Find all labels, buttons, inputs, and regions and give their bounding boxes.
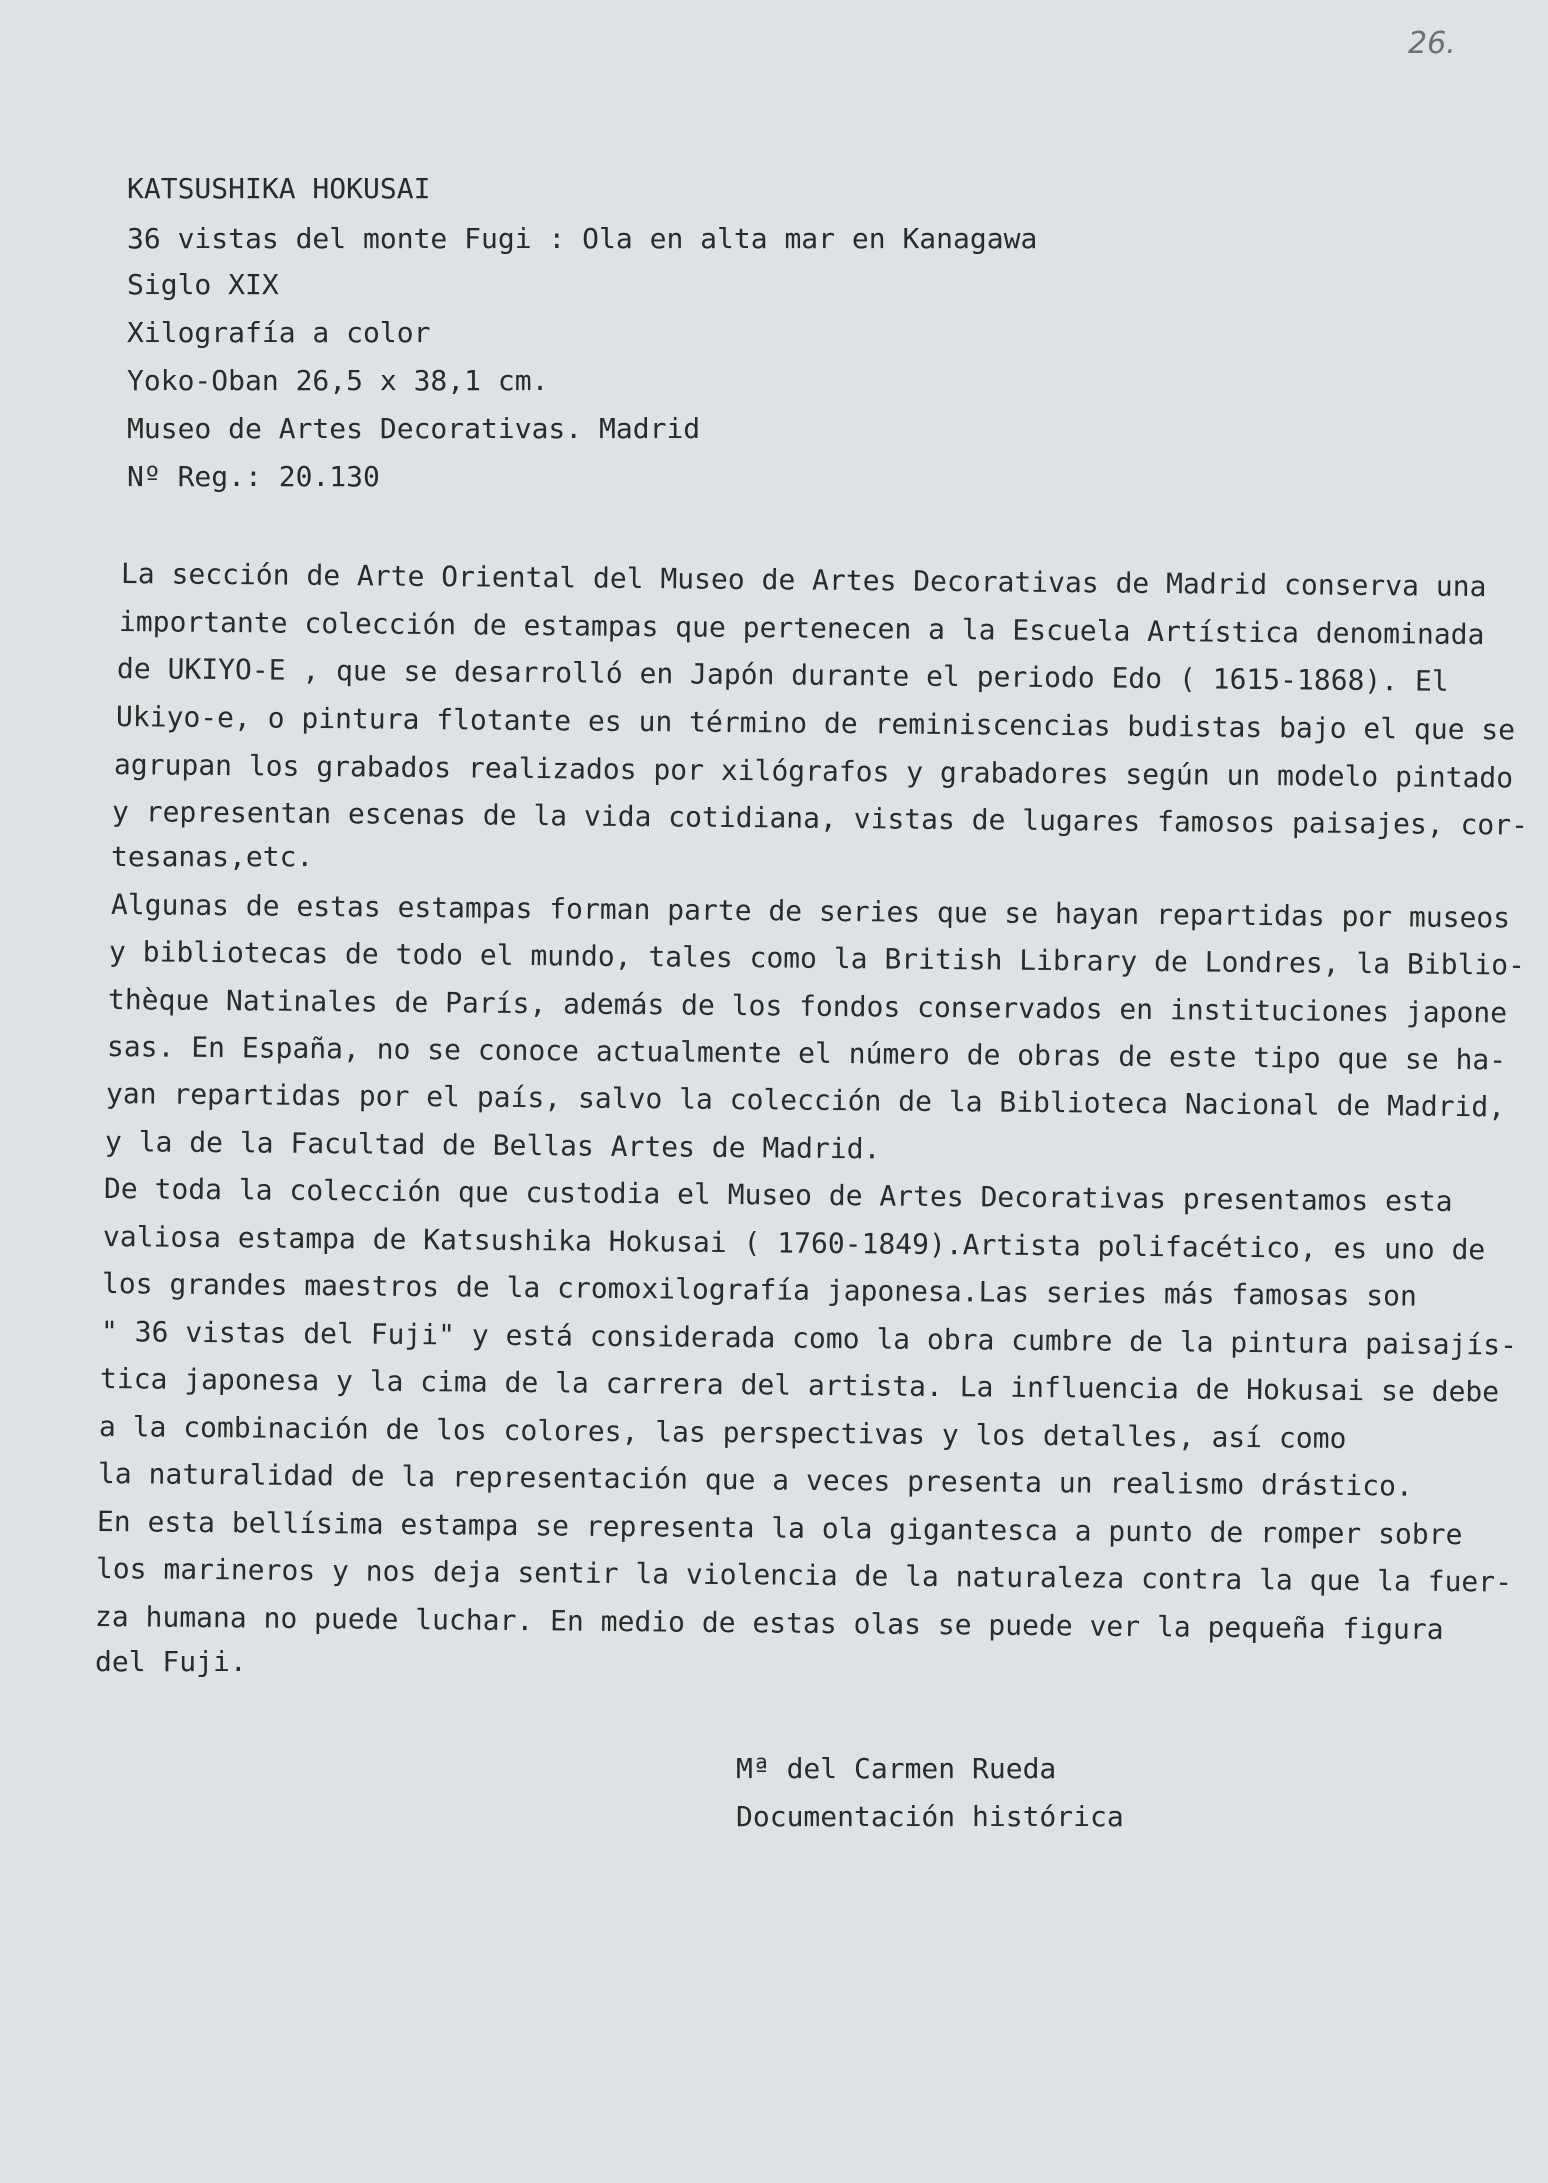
body-line: " 36 vistas del Fuji" y está considerada como la obra cumbre de la pintura paisajís- xyxy=(100,1315,1518,1362)
body-line: y representan escenas de la vida cotidiana, vistas de lugares famosos paisajes, cor- xyxy=(111,795,1529,842)
artwork-dimensions: Yoko-Oban 26,5 x 38,1 cm. xyxy=(127,364,549,397)
body-line: Ukiyo-e, o pintura flotante es un término de reminiscencias budistas bajo el que se xyxy=(115,700,1516,747)
body-line: tica japonesa y la cima de la carrera del artista. La influencia de Hokusai se debe xyxy=(99,1362,1500,1409)
registry-number: Nº Reg.: 20.130 xyxy=(127,460,380,493)
page-number: 26. xyxy=(1408,26,1456,61)
author-role: Documentación histórica xyxy=(736,1800,1124,1833)
author-name: Mª del Carmen Rueda xyxy=(736,1752,1057,1785)
body-line: los grandes maestros de la cromoxilografía japonesa.Las series más famosas son xyxy=(101,1267,1417,1313)
artwork-location: Museo de Artes Decorativas. Madrid xyxy=(127,412,701,445)
body-line: importante colección de estampas que pertenecen a la Escuela Artística denominada xyxy=(118,605,1485,652)
body-line: Algunas de estas estampas forman parte de series que se hayan repartidas por museos xyxy=(110,888,1511,935)
body-line: a la combinación de los colores, las perspectivas y los detalles, así como xyxy=(98,1410,1347,1455)
body-line: tesanas,etc. xyxy=(111,840,314,873)
body-line: sas. En España, no se conoce actualmente el número de obras de este tipo que se ha- xyxy=(106,1030,1507,1077)
body-line: valiosa estampa de Katsushika Hokusai ( 1760-1849).Artista polifacético, es uno de xyxy=(102,1220,1486,1267)
body-line: y la de la Facultad de Bellas Artes de Madrid. xyxy=(104,1125,881,1166)
body-line: La sección de Arte Oriental del Museo de Artes Decorativas de Madrid conserva una xyxy=(120,557,1487,604)
artwork-title: 36 vistas del monte Fugi : Ola en alta mar en Kanagawa xyxy=(127,222,1038,255)
body-line: los marineros y nos deja sentir la violencia de la naturaleza contra la que la fuer- xyxy=(95,1552,1513,1599)
body-line: yan repartidas por el país, salvo la colección de la Biblioteca Nacional de Madrid, xyxy=(105,1077,1506,1124)
body-line: la naturalidad de la representación que a veces presenta un realismo drástico. xyxy=(97,1457,1413,1503)
body-line: za humana no puede luchar. En medio de estas olas se puede ver la pequeña figura xyxy=(94,1600,1444,1646)
body-line: y bibliotecas de todo el mundo, tales como la British Library de Londres, la Biblio- xyxy=(108,935,1526,982)
body-line: En esta bellísima estampa se representa la ola gigantesca a punto de romper sobre xyxy=(96,1505,1463,1552)
artwork-technique: Xilografía a color xyxy=(127,316,431,349)
body-line: del Fuji. xyxy=(95,1645,247,1678)
artwork-century: Siglo XIX xyxy=(127,268,279,301)
artist-name: KATSUSHIKA HOKUSAI xyxy=(127,172,431,205)
body-line: agrupan los grabados realizados por xilógrafos y grabadores según un modelo pintado xyxy=(113,748,1514,795)
body-line: thèque Natinales de París, además de los fondos conservados en instituciones japone xyxy=(107,983,1508,1030)
body-line: de UKIYO-E , que se desarrolló en Japón durante el periodo Edo ( 1615-1868). El xyxy=(116,652,1449,698)
body-line: De toda la colección que custodia el Museo de Artes Decorativas presentamos esta xyxy=(103,1172,1453,1218)
